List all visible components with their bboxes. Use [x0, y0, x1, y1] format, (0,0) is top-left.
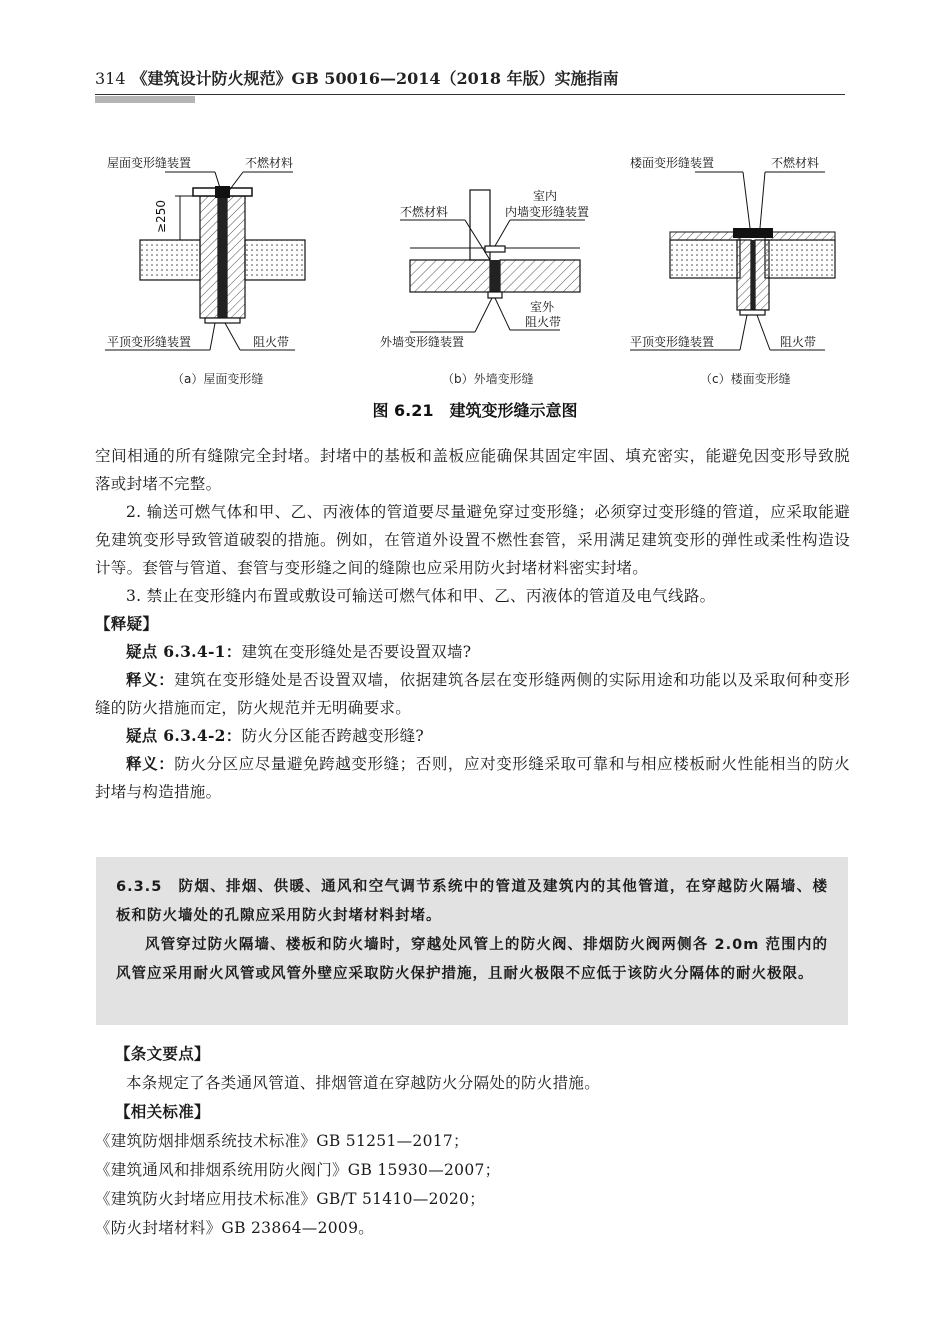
label-ceiling-device: 平顶变形缝装置 — [107, 335, 192, 349]
section-heading-standards: 【相关标准】 — [115, 1103, 210, 1121]
section-heading-points: 【条文要点】 — [115, 1045, 210, 1063]
label-ceiling-device-c: 平顶变形缝装置 — [630, 335, 715, 349]
running-header — [95, 66, 845, 89]
answer-1-text: 建筑在变形缝处是否设置双墙，依据建筑各层在变形缝两侧的实际用途和功能以及采取何种变形缝的防火措施而定，防火规范并无明确要求。 — [95, 671, 850, 717]
answer-2-label: 释义： — [126, 754, 175, 773]
question-2 — [95, 722, 850, 750]
header-rule — [95, 94, 845, 95]
answer-1-label: 释义： — [126, 670, 175, 689]
clause-text-1: 防烟、排烟、供暖、通风和空气调节系统中的管道及建筑内的其他管道，在穿越防火隔墙、楼板和防火墙处的孔隙应采用防火封堵材料封堵。 — [116, 879, 828, 924]
figure-a-roof-joint — [95, 148, 325, 358]
question-1-label: 疑点 6.3.4-1： — [126, 642, 242, 661]
label-noncombustible-b: 不燃材料 — [400, 205, 449, 219]
answer-1 — [95, 666, 850, 722]
caption-a: （a）屋面变形缝 — [172, 372, 264, 386]
label-floor-device: 楼面变形缝装置 — [630, 156, 715, 170]
figure-c-floor-joint — [625, 148, 850, 358]
header-accent-bar — [95, 96, 195, 103]
paragraph-2: 2. 输送可燃气体和甲、乙、丙液体的管道要尽量避免穿过变形缝；必须穿过变形缝的管道，应采取能避免建筑变形导致管道破裂的措施。例如，在管道外设置不燃性套管，采用满足建筑变形的弹性或柔性构造设计等。套管与管道、套管与变形缝之间的缝隙也应采用防火封堵材料密实封堵。 — [95, 503, 850, 577]
answer-2 — [95, 750, 850, 806]
clause-text-2: 风管穿过防火隔墙、楼板和防火墙时，穿越处风管上的防火阀、排烟防火阀两侧各 2.0m 范围内的风管应采用耐火风管或风管外壁应采取防火保护措施，且耐火极限不应低于该防火分隔体的耐火极限。 — [116, 937, 828, 982]
label-outer-device: 外墙变形缝装置 — [380, 335, 465, 349]
clause-number: 6.3.5 — [116, 879, 163, 895]
page-number: 314 — [95, 69, 126, 88]
right-slab — [245, 240, 305, 280]
caption-c: （c）楼面变形缝 — [700, 372, 791, 386]
label-fire-belt-c: 阻火带 — [780, 335, 817, 349]
caption-b: （b）外墙变形缝 — [442, 372, 534, 386]
clause-box — [96, 857, 848, 1025]
label-noncombustible-c: 不燃材料 — [771, 156, 820, 170]
standard-item: 《建筑防火封堵应用技术标准》GB/T 51410—2020； — [95, 1190, 486, 1208]
standard-item: 《建筑通风和排烟系统用防火阀门》GB 15930—2007； — [95, 1161, 501, 1179]
book-title: 《建筑设计防火规范》GB 50016—2014（2018 年版）实施指南 — [131, 69, 619, 88]
question-1 — [95, 638, 850, 666]
label-outdoor: 室外 — [530, 300, 555, 314]
section-heading-qa: 【释疑】 — [95, 615, 159, 633]
body-text — [95, 442, 850, 806]
label-fire-belt-b: 阻火带 — [525, 315, 562, 329]
paragraph-1: 空间相通的所有缝隙完全封堵。封堵中的基板和盖板应能确保其固定牢固、填充密实，能避免因变形导致脱落或封堵不完整。 — [95, 447, 850, 493]
answer-2-text: 防火分区应尽量避免跨越变形缝；否则，应对变形缝采取可靠和与相应楼板耐火性能相当的防火封堵与构造措施。 — [95, 755, 850, 801]
label-indoor: 室内 — [533, 189, 558, 203]
clause-main — [116, 873, 828, 931]
label-roof-device: 屋面变形缝装置 — [107, 156, 192, 170]
points-text: 本条规定了各类通风管道、排烟管道在穿越防火分隔处的防火措施。 — [126, 1074, 601, 1092]
figure-title: 图 6.21 建筑变形缝示意图 — [372, 401, 578, 420]
standard-item: 《建筑防烟排烟系统技术标准》GB 51251—2017； — [95, 1132, 469, 1150]
standard-item: 《防火封堵材料》GB 23864—2009。 — [95, 1219, 375, 1237]
label-fire-belt: 阻火带 — [253, 335, 290, 349]
figure-b-exterior-wall-joint — [370, 148, 600, 358]
label-inner-device: 内墙变形缝装置 — [505, 205, 590, 219]
paragraph-3: 3. 禁止在变形缝内布置或敷设可输送可燃气体和甲、乙、丙液体的管道及电气线路。 — [126, 587, 716, 605]
left-slab — [140, 240, 200, 280]
dimension-label: ≥250 — [154, 200, 168, 233]
label-noncombustible: 不燃材料 — [245, 156, 294, 170]
clause-notes — [95, 1040, 850, 1243]
question-2-label: 疑点 6.3.4-2： — [126, 726, 242, 745]
question-2-text: 防火分区能否跨越变形缝? — [241, 727, 424, 745]
question-1-text: 建筑在变形缝处是否要设置双墙? — [241, 643, 472, 661]
